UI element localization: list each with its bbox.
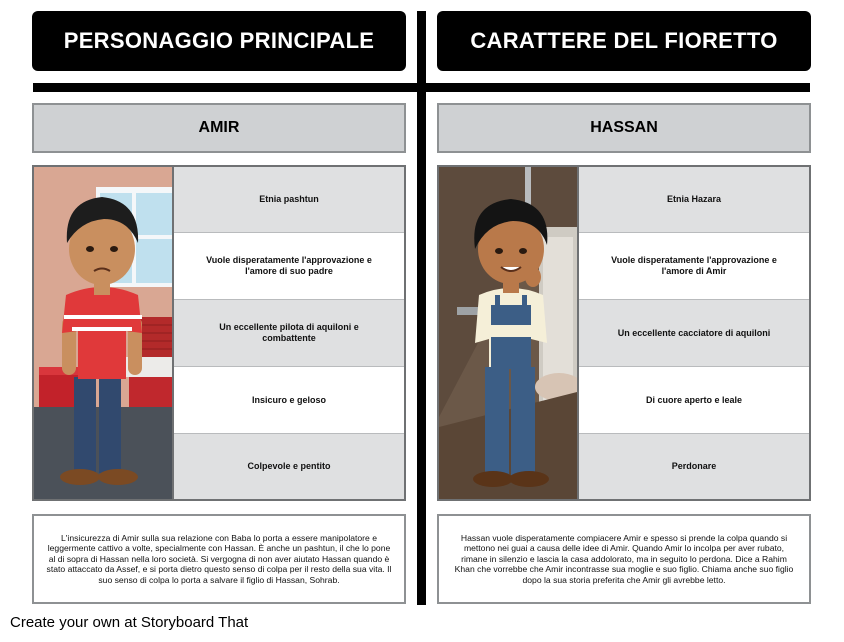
amir-scene bbox=[34, 167, 172, 499]
trait-text: Un eccellente cacciatore di aquiloni bbox=[617, 327, 771, 338]
left-character-name: AMIR bbox=[32, 103, 406, 153]
storyboard-footer-link[interactable]: Create your own at Storyboard That bbox=[10, 614, 249, 631]
left-character-panel bbox=[32, 165, 406, 501]
trait-text: Insicuro e geloso bbox=[251, 394, 327, 405]
vertical-divider bbox=[417, 11, 426, 605]
trait-text: Un eccellente pilota di aquiloni e combattente bbox=[219, 322, 359, 343]
trait-row bbox=[579, 233, 809, 300]
trait-row bbox=[174, 434, 404, 499]
hassan-illustration bbox=[439, 167, 577, 499]
trait-row bbox=[174, 300, 404, 367]
left-column-header: PERSONAGGIO PRINCIPALE bbox=[32, 11, 406, 71]
trait-row bbox=[174, 367, 404, 434]
hassan-traits-list bbox=[577, 167, 809, 499]
trait-row bbox=[579, 434, 809, 499]
trait-text: Di cuore aperto e leale bbox=[645, 394, 743, 405]
amir-illustration bbox=[34, 167, 172, 499]
trait-row bbox=[579, 167, 809, 233]
trait-text: Etnia Hazara bbox=[666, 194, 722, 204]
description-text: Hassan vuole disperatamente compiacere Amir e spesso si prende la colpa quando si mettono nei guai a causa delle idee di Amir. Quando Amir lo incolpa per aver rubato, rimane in silenzio e lascia la casa addolorato, ma in seguito lo perdona. Dice a Rahim Khan che vorrebbe che Amir incontrasse sua moglie e suo figlio. Chiama anche suo figlio dopo la sua storia preferita che Amir gli avrebbe letto. bbox=[454, 532, 794, 585]
left-character-description bbox=[32, 514, 406, 604]
trait-row bbox=[579, 300, 809, 367]
right-character-panel bbox=[437, 165, 811, 501]
trait-text: Perdonare bbox=[671, 461, 717, 471]
right-column-header: CARATTERE DEL FIORETTO bbox=[437, 11, 811, 71]
amir-traits-list bbox=[172, 167, 404, 499]
right-character-description bbox=[437, 514, 811, 604]
hassan-scene bbox=[439, 167, 577, 499]
trait-row bbox=[174, 233, 404, 300]
right-character-name: HASSAN bbox=[437, 103, 811, 153]
trait-text: Etnia pashtun bbox=[259, 194, 319, 204]
description-text: L'insicurezza di Amir sulla sua relazione con Baba lo porta a essere manipolatore e leggermente cattivo a volte, specialmente con Hassan. È anche un pashtun, il che lo pone al di sopra di Hassan nella loro società. Si vergogna di non aver aiutato Hassan quando è stato attaccato da Assef, e si porta dietro questo senso di colpa per il resto della sua vita. Il suo senso di colpa lo porta a salvare il figlio di Hassan, Sohrab. bbox=[46, 532, 392, 585]
trait-text: Colpevole e pentito bbox=[247, 461, 331, 471]
trait-text: Vuole disperatamente l'approvazione e l'amore di suo padre bbox=[206, 255, 372, 276]
trait-text: Vuole disperatamente l'approvazione e l'amore di Amir bbox=[611, 255, 777, 276]
trait-row bbox=[174, 167, 404, 233]
trait-row bbox=[579, 367, 809, 434]
